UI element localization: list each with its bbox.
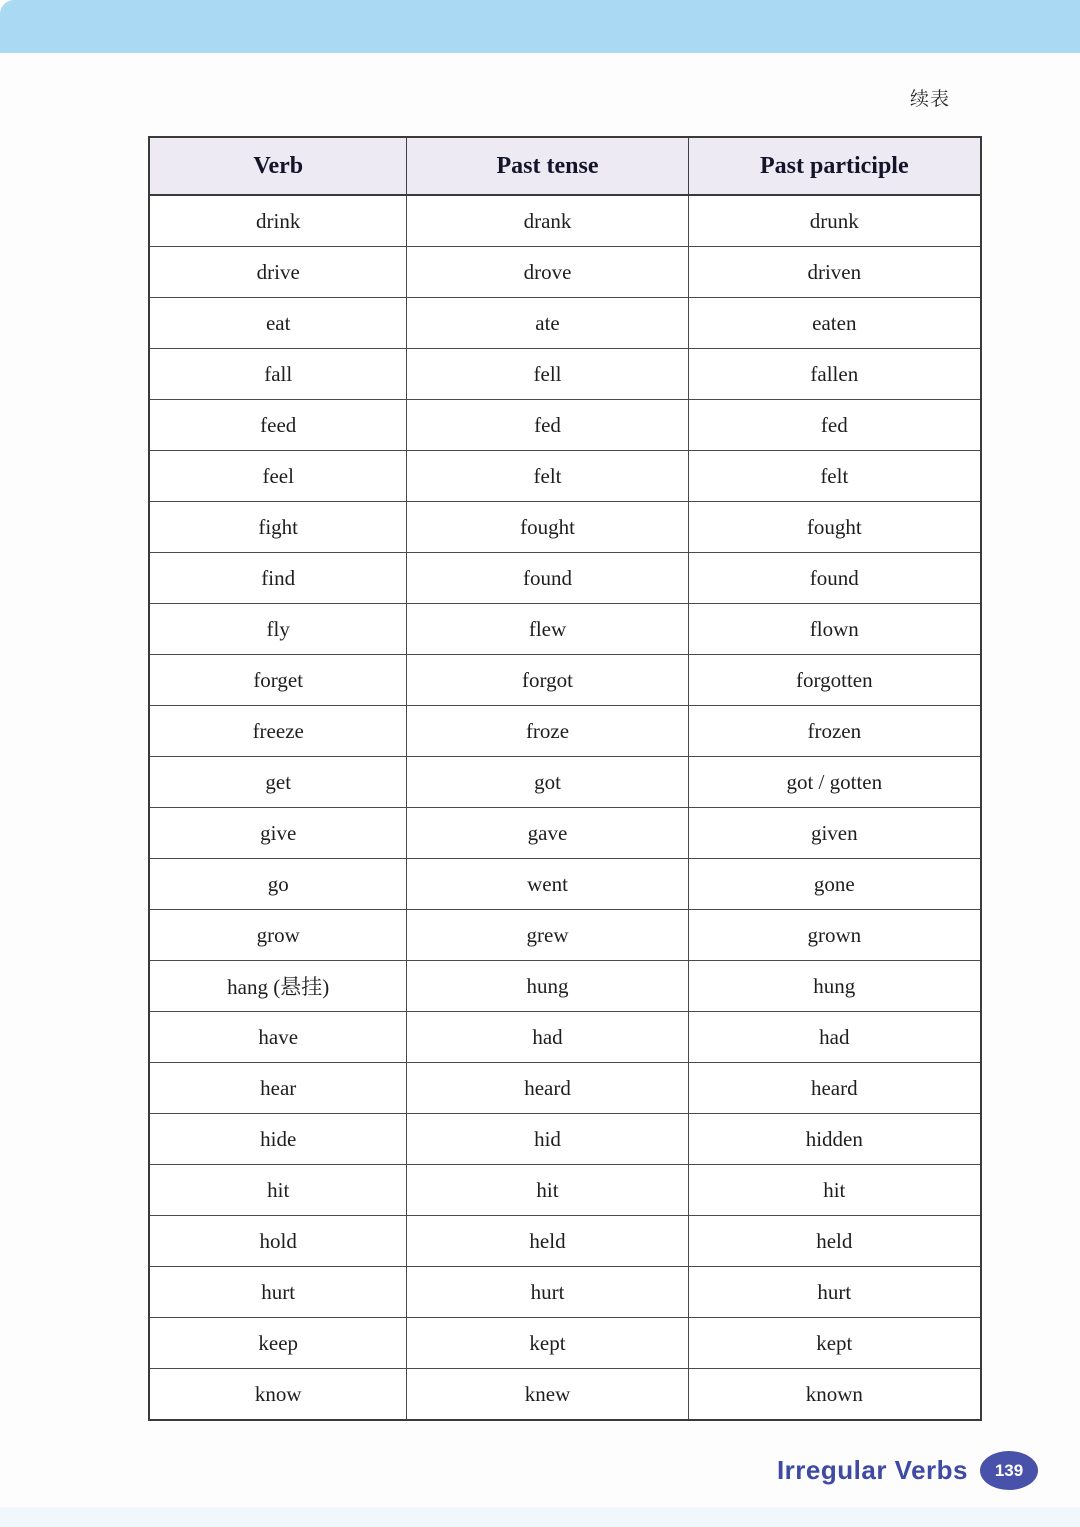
table-row <box>149 1165 981 1216</box>
table-cell: hid <box>407 1114 688 1165</box>
verb-table-body <box>149 195 981 1420</box>
bottom-decorative-band <box>0 1507 1080 1527</box>
table-cell: forgot <box>407 655 688 706</box>
table-cell: fly <box>149 604 407 655</box>
table-cell: feed <box>149 400 407 451</box>
table-row <box>149 604 981 655</box>
table-header-row <box>149 137 981 195</box>
table-cell: eaten <box>688 298 981 349</box>
table-row <box>149 1114 981 1165</box>
table-cell: hide <box>149 1114 407 1165</box>
table-cell: feel <box>149 451 407 502</box>
column-header-verb: Verb <box>149 137 407 195</box>
table-cell: fall <box>149 349 407 400</box>
table-cell: drink <box>149 195 407 247</box>
table-cell: drive <box>149 247 407 298</box>
table-row <box>149 451 981 502</box>
table-row <box>149 400 981 451</box>
table-cell: know <box>149 1369 407 1421</box>
table-row <box>149 961 981 1012</box>
table-cell: give <box>149 808 407 859</box>
table-cell: fed <box>407 400 688 451</box>
footer-section-title: Irregular Verbs <box>776 1455 968 1485</box>
table-cell: hit <box>407 1165 688 1216</box>
table-cell: forgotten <box>688 655 981 706</box>
table-cell: kept <box>688 1318 981 1369</box>
table-cell: get <box>149 757 407 808</box>
table-cell: gone <box>688 859 981 910</box>
table-cell: hung <box>407 961 688 1012</box>
table-cell: freeze <box>149 706 407 757</box>
table-cell: hold <box>149 1216 407 1267</box>
table-cell: had <box>407 1012 688 1063</box>
table-cell: drove <box>407 247 688 298</box>
table-row <box>149 553 981 604</box>
table-cell: heard <box>688 1063 981 1114</box>
table-cell: find <box>149 553 407 604</box>
table-cell: hit <box>688 1165 981 1216</box>
column-header-past-participle: Past participle <box>688 137 981 195</box>
table-cell: got / gotten <box>688 757 981 808</box>
table-cell: held <box>407 1216 688 1267</box>
table-row <box>149 502 981 553</box>
top-decorative-band <box>0 0 1080 53</box>
table-cell: kept <box>407 1318 688 1369</box>
table-row <box>149 808 981 859</box>
table-cell: hung <box>688 961 981 1012</box>
table-cell: went <box>407 859 688 910</box>
table-row <box>149 1369 981 1421</box>
table-cell: hit <box>149 1165 407 1216</box>
table-cell: have <box>149 1012 407 1063</box>
table-cell: grew <box>407 910 688 961</box>
table-row <box>149 349 981 400</box>
table-row <box>149 298 981 349</box>
table-cell: frozen <box>688 706 981 757</box>
column-header-past-tense: Past tense <box>407 137 688 195</box>
table-cell: forget <box>149 655 407 706</box>
table-row <box>149 195 981 247</box>
table-cell: drunk <box>688 195 981 247</box>
table-cell: fed <box>688 400 981 451</box>
table-cell: flew <box>407 604 688 655</box>
table-row <box>149 706 981 757</box>
table-cell: hear <box>149 1063 407 1114</box>
table-row <box>149 1318 981 1369</box>
table-cell: got <box>407 757 688 808</box>
table-cell: fight <box>149 502 407 553</box>
table-row <box>149 1267 981 1318</box>
table-cell: ate <box>407 298 688 349</box>
table-continued-label: 续表 <box>909 89 950 110</box>
table-cell: found <box>407 553 688 604</box>
table-cell: hurt <box>407 1267 688 1318</box>
table-cell: eat <box>149 298 407 349</box>
table-cell: had <box>688 1012 981 1063</box>
table-row <box>149 1063 981 1114</box>
table-cell: driven <box>688 247 981 298</box>
table-cell: grown <box>688 910 981 961</box>
table-cell: given <box>688 808 981 859</box>
table-cell: hurt <box>149 1267 407 1318</box>
table-cell: drank <box>407 195 688 247</box>
table-row <box>149 757 981 808</box>
table-cell: fought <box>688 502 981 553</box>
table-cell: felt <box>688 451 981 502</box>
table-cell: grow <box>149 910 407 961</box>
page-number-badge: 139 <box>980 1451 1038 1490</box>
table-cell: hidden <box>688 1114 981 1165</box>
table-cell: go <box>149 859 407 910</box>
table-cell: found <box>688 553 981 604</box>
table-cell: gave <box>407 808 688 859</box>
table-cell: heard <box>407 1063 688 1114</box>
irregular-verbs-table <box>148 136 982 1421</box>
table-cell: fallen <box>688 349 981 400</box>
table-row <box>149 1012 981 1063</box>
table-row <box>149 910 981 961</box>
table-row <box>149 859 981 910</box>
page-footer <box>777 1451 1038 1490</box>
table-cell: known <box>688 1369 981 1421</box>
table-cell: hang (悬挂) <box>149 961 407 1012</box>
table-row <box>149 1216 981 1267</box>
table-row <box>149 655 981 706</box>
table-cell: froze <box>407 706 688 757</box>
table-cell: felt <box>407 451 688 502</box>
table-cell: keep <box>149 1318 407 1369</box>
table-cell: fought <box>407 502 688 553</box>
table-cell: knew <box>407 1369 688 1421</box>
table-cell: hurt <box>688 1267 981 1318</box>
table-cell: held <box>688 1216 981 1267</box>
table-cell: fell <box>407 349 688 400</box>
table-row <box>149 247 981 298</box>
table-cell: flown <box>688 604 981 655</box>
